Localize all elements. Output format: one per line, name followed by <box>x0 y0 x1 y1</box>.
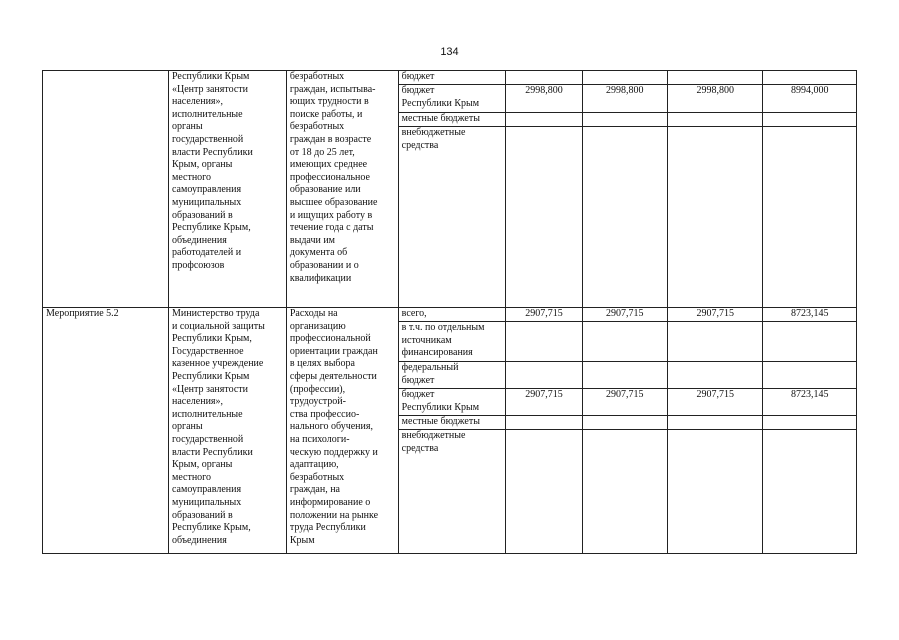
year1-value <box>506 127 582 308</box>
year2-value <box>582 416 667 430</box>
funding-source-cell: внебюджетные средства <box>398 127 506 308</box>
year2-value <box>582 113 667 127</box>
description-cell: безработных граждан, испытыва- ющих трудности в поиске работы, и безработных граждан в возрасте от 18 до 25 лет, имеющих среднее профессиональное образование или высшее образование и ищущих работу в течение года с даты выдачи им документа об образовании и о квалификации <box>286 71 398 308</box>
year1-value: 2907,715 <box>506 308 582 322</box>
table-row <box>43 308 857 322</box>
funding-source-cell: местные бюджеты <box>398 416 506 430</box>
year3-value <box>667 322 763 362</box>
total-value: 8723,145 <box>763 389 857 416</box>
measure-name-cell: Мероприятие 5.2 <box>43 308 169 554</box>
executor-cell: Министерство труда и социальной защиты Республики Крым, Государственное казенное учреждение Республики Крым «Центр занятости населения», исполнительные органы государственной власти Республики Крым, органы местного самоуправления муниципальных образований в Республике Крым, объединения <box>169 308 287 554</box>
year3-value <box>667 362 763 389</box>
total-value <box>763 322 857 362</box>
year1-value <box>506 113 582 127</box>
year3-value <box>667 416 763 430</box>
year2-value: 2907,715 <box>582 389 667 416</box>
total-value <box>763 362 857 389</box>
year1-value <box>506 416 582 430</box>
year3-value <box>667 71 763 85</box>
table-row <box>43 71 857 85</box>
executor-cell: Республики Крым «Центр занятости населения», исполнительные органы государственной власти Республики Крым, органы местного самоуправления муниципальных образований в Республике Крым, объединения работодателей и профсоюзов <box>169 71 287 308</box>
total-value <box>763 113 857 127</box>
year2-value <box>582 322 667 362</box>
funding-source-cell: федеральный бюджет <box>398 362 506 389</box>
total-value: 8723,145 <box>763 308 857 322</box>
total-value <box>763 71 857 85</box>
year1-value <box>506 362 582 389</box>
funding-source-cell: всего, <box>398 308 506 322</box>
page-number: 134 <box>440 46 459 58</box>
year3-value: 2907,715 <box>667 389 763 416</box>
total-value <box>763 430 857 554</box>
year3-value <box>667 113 763 127</box>
total-value <box>763 416 857 430</box>
year2-value: 2998,800 <box>582 85 667 113</box>
year1-value <box>506 71 582 85</box>
year3-value: 2907,715 <box>667 308 763 322</box>
funding-source-cell: внебюджетные средства <box>398 430 506 554</box>
year3-value <box>667 127 763 308</box>
year2-value <box>582 362 667 389</box>
year1-value <box>506 322 582 362</box>
funding-source-cell: бюджет Республики Крым <box>398 85 506 113</box>
year1-value: 2998,800 <box>506 85 582 113</box>
year1-value <box>506 430 582 554</box>
funding-source-cell: местные бюджеты <box>398 113 506 127</box>
budget-table <box>42 70 857 554</box>
year2-value <box>582 430 667 554</box>
total-value <box>763 127 857 308</box>
funding-source-cell: бюджет Республики Крым <box>398 389 506 416</box>
measure-name-cell <box>43 71 169 308</box>
year3-value: 2998,800 <box>667 85 763 113</box>
year1-value: 2907,715 <box>506 389 582 416</box>
year2-value <box>582 71 667 85</box>
total-value: 8994,000 <box>763 85 857 113</box>
year3-value <box>667 430 763 554</box>
description-cell: Расходы на организацию профессиональной ориентации граждан в целях выбора сферы деятельности (профессии), трудоустрой- ства профессио- нального обучения, на психологи- ческую поддержку и адаптацию, безработных граждан, на информирование о положении на рынке труда Республики Крым <box>286 308 398 554</box>
funding-source-cell: бюджет <box>398 71 506 85</box>
funding-source-cell: в т.ч. по отдельным источникам финансирования <box>398 322 506 362</box>
year2-value <box>582 127 667 308</box>
year2-value: 2907,715 <box>582 308 667 322</box>
